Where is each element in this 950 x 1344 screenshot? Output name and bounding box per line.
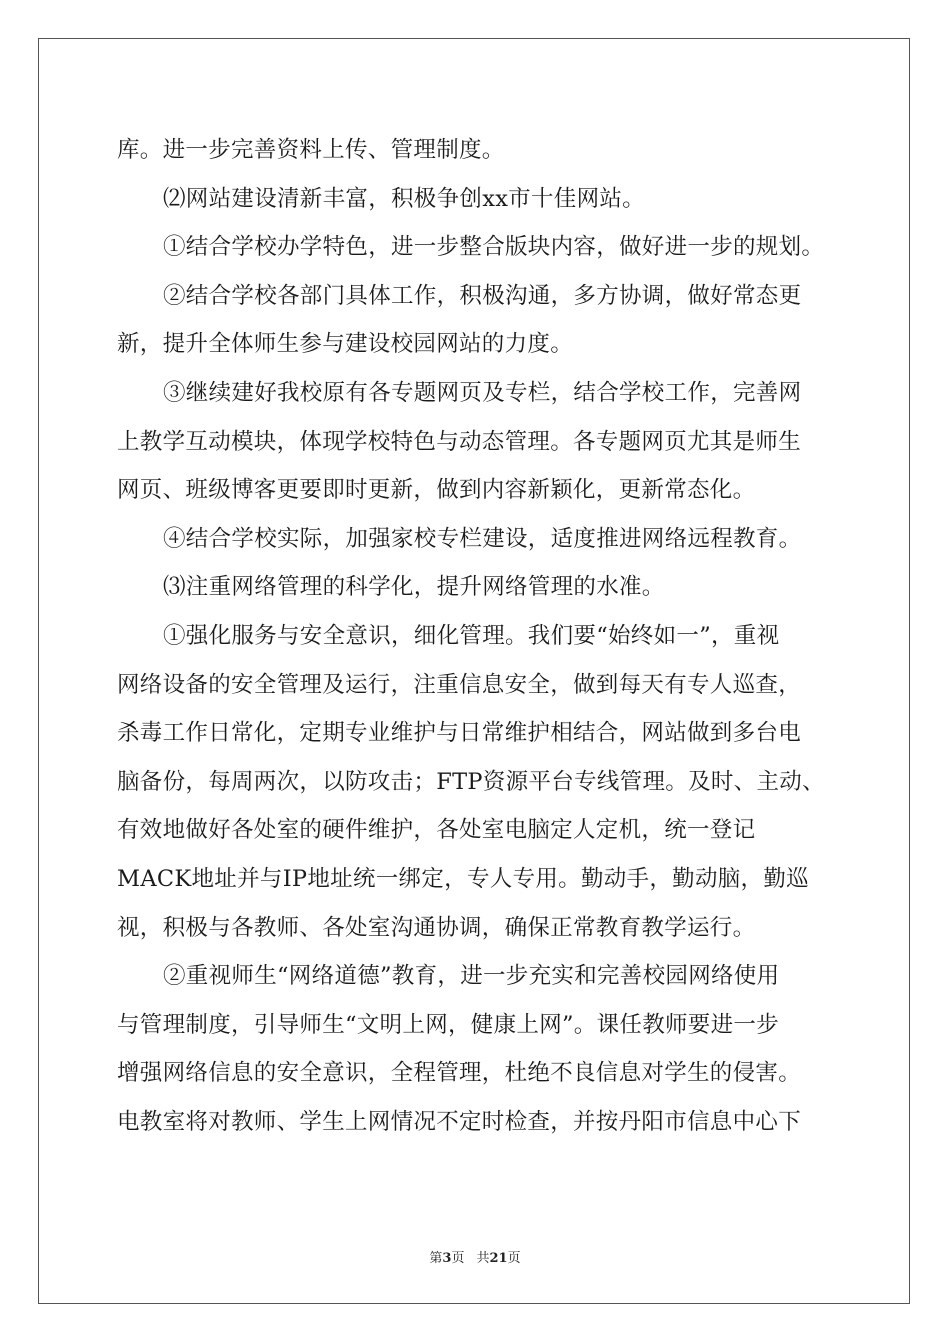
text-line: ⑵网站建设清新丰富，积极争创xx市十佳网站。 xyxy=(163,185,645,212)
text-line: 有效地做好各处室的硬件维护，各处室电脑定人定机，统一登记 xyxy=(117,817,756,844)
document-body xyxy=(117,126,837,1146)
text-line: ④结合学校实际，加强家校专栏建设，适度推进网络远程教育。 xyxy=(163,525,802,552)
current-page-number: 3 xyxy=(442,1251,452,1266)
text-line: 新，提升全体师生参与建设校园网站的力度。 xyxy=(117,331,574,358)
text-line: ①强化服务与安全意识，细化管理。我们要“始终如一”，重视 xyxy=(163,622,780,649)
text-line: ②重视师生“网络道德”教育，进一步充实和完善校园网络使用 xyxy=(163,963,780,990)
text-line: 电教室将对教师、学生上网情况不定时检查，并按丹阳市信息中心下 xyxy=(117,1108,802,1135)
text-line: 库。进一步完善资料上传、管理制度。 xyxy=(117,137,505,163)
text-line: 视，积极与各教师、各处室沟通协调，确保正常教育教学运行。 xyxy=(117,914,756,941)
text-line: 增强网络信息的安全意识，全程管理，杜绝不良信息对学生的侵害。 xyxy=(117,1060,802,1087)
text-line: 杀毒工作日常化，定期专业维护与日常维护相结合，网站做到多台电 xyxy=(117,720,802,747)
text-line: ②结合学校各部门具体工作，积极沟通，多方协调，做好常态更 xyxy=(163,282,802,309)
text-line: 网络设备的安全管理及运行，注重信息安全，做到每天有专人巡查， xyxy=(117,671,802,698)
text-line: MACK地址并与IP地址统一绑定，专人专用。勤动手，勤动脑，勤巡 xyxy=(117,865,809,892)
text-line: ①结合学校办学特色，进一步整合版块内容，做好进一步的规划。 xyxy=(163,234,825,261)
text-line: ③继续建好我校原有各专题网页及专栏，结合学校工作，完善网 xyxy=(163,379,802,406)
page-footer xyxy=(0,1247,950,1266)
text-line: ⑶注重网络管理的科学化，提升网络管理的水准。 xyxy=(163,574,665,601)
text-line: 上教学互动模块，体现学校特色与动态管理。各专题网页尤其是师生 xyxy=(117,428,802,455)
total-label-suffix: 页 xyxy=(507,1251,521,1266)
total-label-prefix: 共 xyxy=(476,1251,490,1266)
page-label-prefix: 第 xyxy=(429,1251,443,1266)
page-label-suffix: 页 xyxy=(451,1251,465,1266)
text-line: 脑备份，每周两次，以防攻击；FTP资源平台专线管理。及时、主动、 xyxy=(117,768,825,795)
total-page-count: 21 xyxy=(489,1251,508,1266)
text-line: 网页、班级博客更要即时更新，做到内容新颖化，更新常态化。 xyxy=(117,477,756,504)
text-line: 与管理制度，引导师生“文明上网，健康上网”。课任教师要进一步 xyxy=(117,1011,780,1038)
